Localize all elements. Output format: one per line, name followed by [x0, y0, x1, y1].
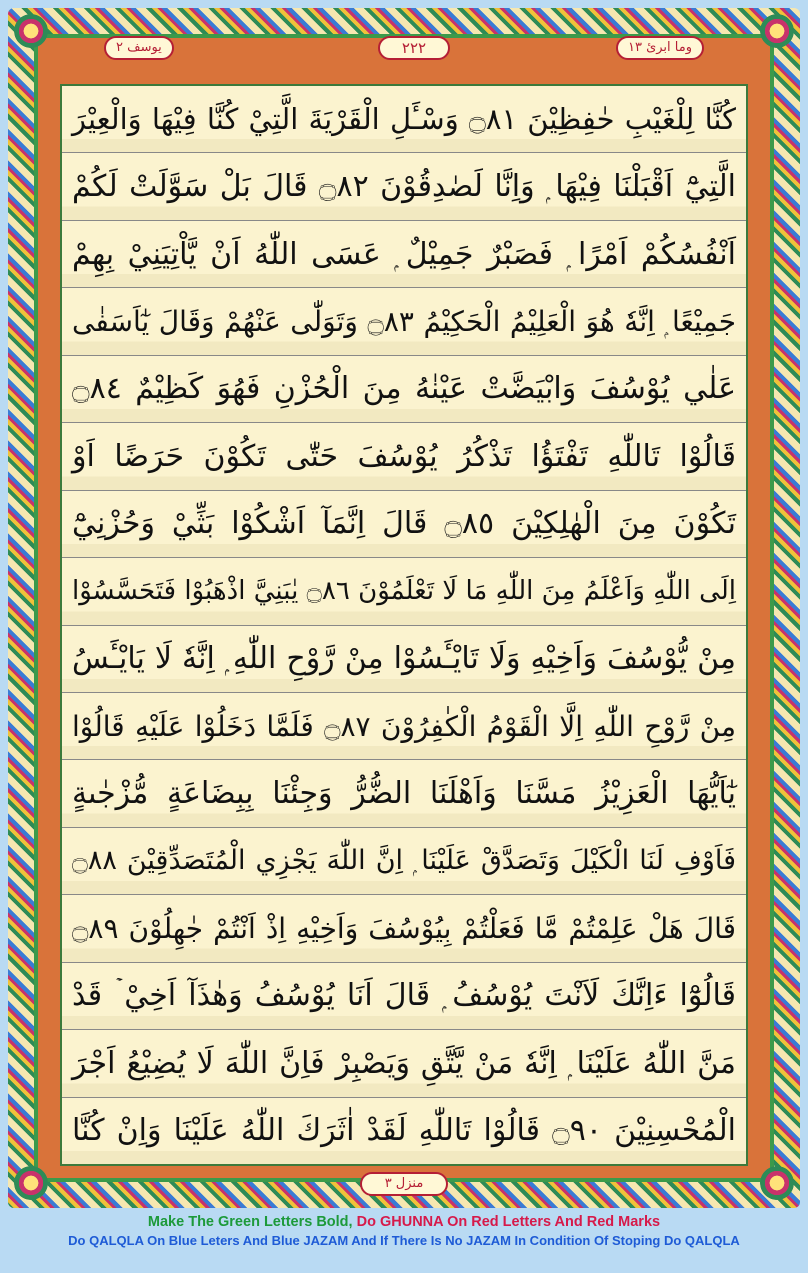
instruction-red-text: Do GHUNNA On Red Letters And Red Marks: [356, 1214, 661, 1230]
text-line-content: فَاَوْفِ لَنَا الْكَيْلَ وَتَصَدَّقْ عَلَيْنَا ۭ اِنَّ اللّٰهَ يَجْزِي الْمُتَصَدِّقِيْنَ ۝٨٨: [72, 845, 736, 877]
text-line: [62, 423, 746, 490]
instruction-line-2: Do QALQLA On Blue Leters And Blue JAZAM And If There Is No JAZAM In Condition Of Stoping Do QALQLA: [68, 1233, 740, 1248]
surah-label: یوسف ۲: [104, 36, 174, 60]
corner-ornament-icon: [760, 14, 794, 48]
quran-text-panel: [60, 84, 748, 1166]
corner-ornament-icon: [760, 1166, 794, 1200]
text-line: [62, 693, 746, 760]
text-line-content: جَمِيْعًا ۭ اِنَّهٗ هُوَ الْعَلِيْمُ الْحَكِيْمُ ۝٨٣ وَتَوَلّٰى عَنْهُمْ وَقَالَ يٰٓاَسَفٰى: [72, 304, 736, 338]
text-lines: [62, 86, 746, 1164]
juz-label: وما ابرئ ۱۳: [616, 36, 704, 60]
text-line-content: قَالُوْا تَاللّٰهِ تَفْتَؤُا تَذْكُرُ يُوْسُفَ حَتّٰى تَكُوْنَ حَرَضًا اَوْ: [72, 438, 736, 474]
text-line: [62, 491, 746, 558]
instruction-green-text: Make The Green Letters Bold,: [147, 1214, 357, 1230]
text-line: [62, 356, 746, 423]
corner-ornament-icon: [14, 1166, 48, 1200]
text-line: [62, 288, 746, 355]
text-line-content: يٰٓاَيُّهَا الْعَزِيْزُ مَسَّنَا وَاَهْلَنَا الضُّرُّ وَجِئْنَا بِبِضَاعَةٍ مُّزْجٰىةٍ: [72, 776, 736, 812]
text-line-content: اِلَى اللّٰهِ وَاَعْلَمُ مِنَ اللّٰهِ مَا لَا تَعْلَمُوْنَ ۝٨٦ يٰبَنِيَّ اذْهَبُوْا فَتَحَسَّسُوْا: [72, 576, 736, 607]
text-line-content: مِنْ رَّوْحِ اللّٰهِ اِلَّا الْقَوْمُ الْكٰفِرُوْنَ ۝٨٧ فَلَمَّا دَخَلُوْا عَلَيْهِ قَالُوْا: [72, 709, 736, 743]
text-line-content: الْمُحْسِنِيْنَ ۝٩٠ قَالُوْا تَاللّٰهِ لَقَدْ اٰثَرَكَ اللّٰهُ عَلَيْنَا وَاِنْ كُنَّا: [72, 1113, 736, 1149]
text-line: [62, 760, 746, 827]
manzil-label: منزل ۳: [360, 1172, 448, 1196]
text-line-content: مَنَّ اللّٰهُ عَلَيْنَا ۭ اِنَّهٗ مَنْ يَّتَّقِ وَيَصْبِرْ فَاِنَّ اللّٰهَ لَا يُضِيْعُ اَجْرَ: [72, 1045, 736, 1081]
instruction-line-1: [0, 1214, 808, 1230]
text-line: [62, 1030, 746, 1097]
text-line: [62, 153, 746, 220]
text-line-content: عَلٰي يُوْسُفَ وَابْيَضَّتْ عَيْنٰهُ مِنَ الْحُزْنِ فَهُوَ كَظِيْمٌ ۝٨٤: [72, 371, 736, 407]
text-line-content: مِنْ يُّوْسُفَ وَاَخِيْهِ وَلَا تَايْـَٔسُوْا مِنْ رَّوْحِ اللّٰهِ ۭ اِنَّهٗ لَا يَايْـَٔسُ: [72, 641, 736, 677]
text-line-content: كُنَّا لِلْغَيْبِ حٰفِظِيْنَ ۝٨١ وَسْـَٔلِ الْقَرْيَةَ الَّتِيْ كُنَّا فِيْهَا وَالْعِيْرَ: [72, 102, 736, 137]
text-line: [62, 963, 746, 1030]
text-line-content: قَالَ هَلْ عَلِمْتُمْ مَّا فَعَلْتُمْ بِيُوْسُفَ وَاَخِيْهِ اِذْ اَنْتُمْ جٰهِلُوْنَ ۝٨٩: [72, 911, 736, 945]
text-line-content: اَنْفُسُكُمْ اَمْرًا ۭ فَصَبْرٌ جَمِيْلٌ ۭ عَسَى اللّٰهُ اَنْ يَّاْتِيَنِيْ بِهِمْ: [72, 236, 736, 272]
text-line: [62, 86, 746, 153]
text-line: [62, 828, 746, 895]
text-line: [62, 895, 746, 962]
text-line: [62, 1098, 746, 1164]
text-line: [62, 626, 746, 693]
corner-ornament-icon: [14, 14, 48, 48]
page-number: ۲۲۲: [378, 36, 450, 60]
text-line: [62, 558, 746, 625]
text-line-content: الَّتِيْٓ اَقْبَلْنَا فِيْهَا ۭ وَاِنَّا لَصٰدِقُوْنَ ۝٨٢ قَالَ بَلْ سَوَّلَتْ لَكُمْ: [72, 169, 736, 205]
text-line-content: تَكُوْنَ مِنَ الْهٰلِكِيْنَ ۝٨٥ قَالَ اِنَّمَآ اَشْكُوْا بَثِّيْ وَحُزْنِيْٓ: [72, 506, 736, 542]
text-line-content: قَالُوْٓا ءَاِنَّكَ لَاَنْتَ يُوْسُفُ ۭ قَالَ اَنَا يُوْسُفُ وَهٰذَآ اَخِيْ ۡ قَدْ: [72, 978, 736, 1014]
text-line: [62, 221, 746, 288]
page-header: [60, 32, 748, 62]
